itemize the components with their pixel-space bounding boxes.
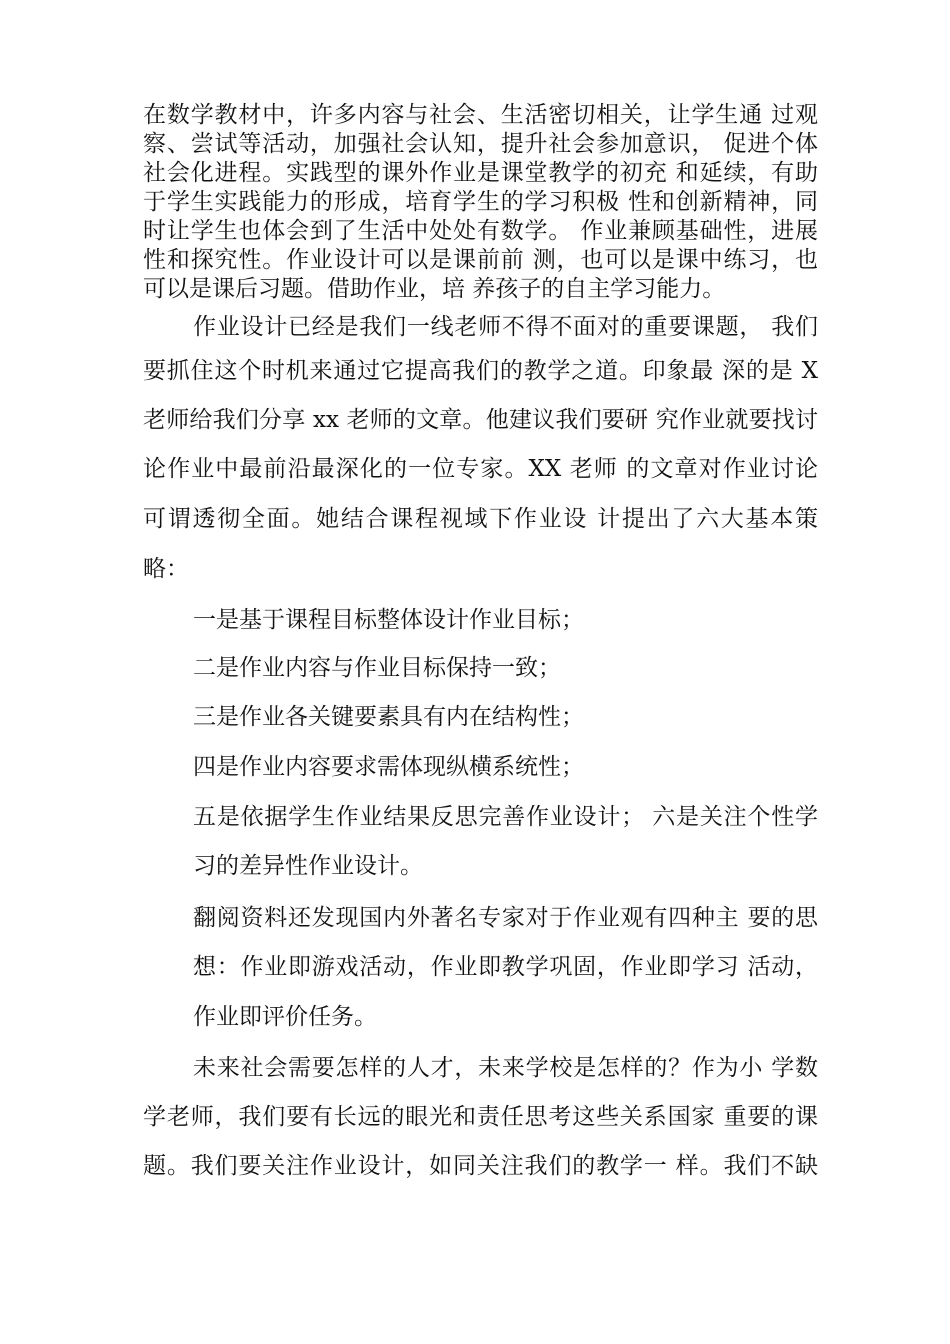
paragraph-4-line-1: 未来社会需要怎样的人才，未来学校是怎样的？作为小 学数: [193, 1055, 818, 1081]
paragraph-2-line-6: 略：: [143, 556, 189, 582]
paragraph-4-line-3: 题。我们要关注作业设计，如同关注我们的教学一 样。我们不缺: [143, 1153, 818, 1179]
strategy-1: 一是基于课程目标整体设计作业目标；: [193, 607, 584, 633]
paragraph-2-line-4: 论作业中最前沿最深化的一位专家。XX 老师 的文章对作业讨论: [143, 456, 818, 482]
paragraph-1-line-1: 在数学教材中，许多内容与社会、生活密切相关，让学生通 过观: [143, 102, 818, 128]
paragraph-1-line-2: 察、尝试等活动，加强社会认知，提升社会参加意识， 促进个体: [143, 131, 818, 157]
paragraph-2-line-3: 老师给我们分享 xx 老师的文章。他建议我们要研 究作业就要找讨: [143, 407, 818, 433]
strategy-5-line-1: 五是依据学生作业结果反思完善作业设计； 六是关注个性学: [193, 804, 818, 830]
paragraph-1-line-7: 可以是课后习题。借助作业，培 养孩子的自主学习能力。: [143, 276, 726, 302]
paragraph-2-line-2: 要抓住这个时机来通过它提高我们的教学之道。印象最 深的是 X: [143, 358, 818, 384]
strategy-4: 四是作业内容要求需体现纵横系统性；: [193, 754, 584, 780]
paragraph-2-line-1: 作业设计已经是我们一线老师不得不面对的重要课题， 我们: [193, 314, 818, 340]
paragraph-3-line-3: 作业即评价任务。: [193, 1004, 377, 1030]
strategy-5-line-2: 习的差异性作业设计。: [193, 853, 423, 879]
paragraph-1-line-4: 于学生实践能力的形成，培育学生的学习积极 性和创新精神，同: [143, 189, 818, 215]
paragraph-1-line-5: 时让学生也体会到了生活中处处有数学。 作业兼顾基础性，进展: [143, 218, 818, 244]
paragraph-1-line-6: 性和探究性。作业设计可以是课前前 测，也可以是课中练习，也: [143, 247, 818, 273]
paragraph-4-line-2: 学老师，我们要有长远的眼光和责任思考这些关系国家 重要的课: [143, 1104, 818, 1130]
strategy-3: 三是作业各关键要素具有内在结构性；: [193, 704, 584, 730]
paragraph-3-line-2: 想：作业即游戏活动，作业即教学巩固，作业即学习 活动，: [193, 954, 818, 980]
strategy-2: 二是作业内容与作业目标保持一致；: [193, 655, 561, 681]
paragraph-3-line-1: 翻阅资料还发现国内外著名专家对于作业观有四种主 要的思: [193, 905, 818, 931]
paragraph-2-line-5: 可谓透彻全面。她结合课程视域下作业设 计提出了六大基本策: [143, 506, 818, 532]
paragraph-1-line-3: 社会化进程。实践型的课外作业是课堂教学的初充 和延续，有助: [143, 160, 818, 186]
